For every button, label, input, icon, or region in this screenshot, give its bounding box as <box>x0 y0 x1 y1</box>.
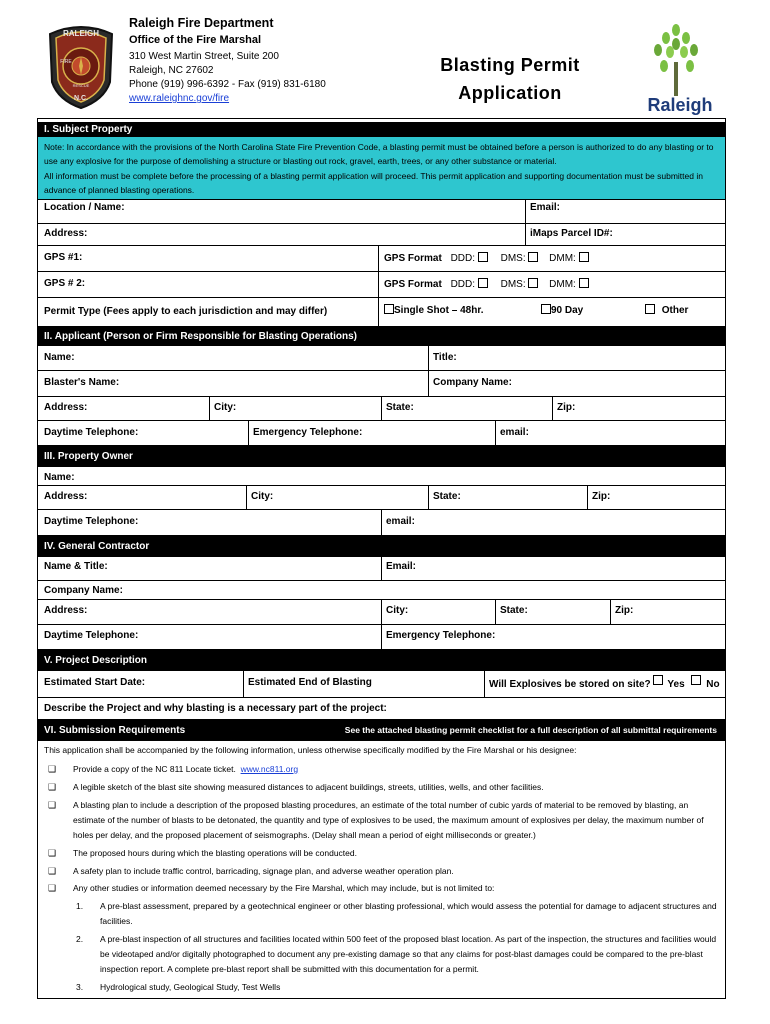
contractor-day-phone-label: Daytime Telephone: <box>44 630 139 641</box>
requirement-6-text: Any other studies or information deemed necessary by the Fire Marshal, which may include, but is not limited to: <box>73 883 495 893</box>
checkbox-bullet-icon: ❑ <box>48 883 57 893</box>
section-6-note: See the attached blasting permit checklist for a full description of all submittal requirements <box>344 725 717 735</box>
section-1-heading: I. Subject Property <box>38 122 725 137</box>
applicant-company-label: Company Name: <box>433 377 512 388</box>
nc811-link[interactable]: www.nc811.org <box>240 764 299 774</box>
requirement-2-text: A legible sketch of the blast site showing measured distances to adjacent buildings, streets, utilities, wells, and other facilities. <box>73 782 544 792</box>
sub-item-2-text: A pre-blast inspection of all structures and facilities located within 500 feet of the proposed blast location. As part of the inspection, the structures and facilities would be videotaped and/or digitally photographed to document any pre-existing damage so that any claims for post-blast damages could be compared to the pre-blast inspection report. A complete pre-blast report shall be submitted with this documentation for a permit. <box>100 934 717 974</box>
contractor-name-title-label: Name & Title: <box>44 561 108 572</box>
gps1-dms-checkbox[interactable] <box>528 252 538 262</box>
single-shot-checkbox[interactable] <box>384 304 394 314</box>
blaster-name-label: Blaster's Name: <box>44 377 120 388</box>
section-4-heading: IV. General Contractor <box>38 535 725 557</box>
address-line-1: 310 West Martin Street, Suite 200 <box>129 51 279 62</box>
other-label: Other <box>661 305 689 316</box>
owner-city-label: City: <box>251 491 274 502</box>
badge-text-top: RALEIGH <box>63 29 99 38</box>
gps-format-label: GPS Format <box>384 253 442 264</box>
checkbox-bullet-icon: ❑ <box>48 848 57 858</box>
raleigh-logo-text: Raleigh <box>647 95 713 115</box>
applicant-name-label: Name: <box>44 352 75 363</box>
badge-text-bottom: N.C. <box>74 95 88 102</box>
checkbox-bullet-icon: ❑ <box>48 866 57 876</box>
requirement-4-text: The proposed hours during which the blasting operations will be conducted. <box>73 848 357 858</box>
dmm-label: DMM: <box>549 279 576 290</box>
contractor-company-label: Company Name: <box>44 585 123 596</box>
owner-day-phone-label: Daytime Telephone: <box>44 516 139 527</box>
applicant-state-label: State: <box>386 402 414 413</box>
start-date-label: Estimated Start Date: <box>44 677 146 688</box>
sub-item-3-number: 3. <box>76 982 84 992</box>
applicant-address-label: Address: <box>44 402 88 413</box>
address-line-2: Raleigh, NC 27602 <box>129 65 214 76</box>
gps1-ddd-checkbox[interactable] <box>478 252 488 262</box>
title-line-1: Blasting Permit <box>440 55 580 75</box>
contractor-state-label: State: <box>500 605 528 616</box>
dmm-label: DMM: <box>549 253 576 264</box>
fire-badge-logo <box>44 20 118 110</box>
phone-fax: Phone (919) 996-6392 - Fax (919) 831-6180 <box>129 79 326 90</box>
permit-90-day[interactable] <box>541 304 583 316</box>
contractor-address-label: Address: <box>44 605 88 616</box>
owner-email-label: email: <box>386 516 415 527</box>
gps2-ddd-checkbox[interactable] <box>478 278 488 288</box>
subject-note-2: All information must be complete before the processing of a blasting permit application will proceed. This permit application and supporting documentation must be submitted in advance of planned blasting operations. <box>44 171 703 195</box>
email-label: Email: <box>530 202 561 213</box>
dept-name: Raleigh Fire Department <box>129 16 274 30</box>
permit-other[interactable] <box>645 304 688 316</box>
contractor-email-label: Email: <box>386 561 417 572</box>
checkbox-bullet-icon: ❑ <box>48 800 57 810</box>
stored-yes-checkbox[interactable] <box>653 675 663 685</box>
permit-type-label: Permit Type (Fees apply to each jurisdiction and may differ) <box>44 306 328 317</box>
sub-item-3-text: Hydrological study, Geological Study, Test Wells <box>100 982 281 992</box>
gps2-format <box>384 278 589 290</box>
applicant-city-label: City: <box>214 402 237 413</box>
applicant-day-phone-label: Daytime Telephone: <box>44 427 139 438</box>
requirements-intro: This application shall be accompanied by the following information, unless otherwise specifically modified by the Fire Marshal or his designee: <box>44 745 577 755</box>
sub-item-1-text: A pre-blast assessment, prepared by a geotechnical engineer or other blasting professional, which would assess the potential for damage to adjacent structures and facilities. <box>100 901 717 926</box>
imaps-parcel-label: iMaps Parcel ID#: <box>530 228 613 239</box>
gps1-label: GPS #1: <box>44 252 83 263</box>
describe-project-label: Describe the Project and why blasting is a necessary part of the project: <box>44 703 387 714</box>
dms-label: DMS: <box>500 253 526 264</box>
other-checkbox[interactable] <box>645 304 655 314</box>
explosives-stored-question <box>489 675 720 690</box>
permit-single-shot[interactable] <box>384 304 483 316</box>
section-6-title: VI. Submission Requirements <box>44 724 186 736</box>
section-2-heading: II. Applicant (Person or Firm Responsible for Blasting Operations) <box>38 326 725 346</box>
applicant-zip-label: Zip: <box>557 402 576 413</box>
section-3-heading: III. Property Owner <box>38 445 725 467</box>
ninety-day-label: 90 Day <box>551 305 584 316</box>
gps2-dms-checkbox[interactable] <box>528 278 538 288</box>
badge-text-fire: FIRE <box>60 59 72 65</box>
sub-item-2-number: 2. <box>76 934 84 944</box>
contractor-zip-label: Zip: <box>615 605 634 616</box>
stored-no-label: No <box>706 679 720 690</box>
end-blasting-label: Estimated End of Blasting <box>248 677 372 688</box>
gps1-dmm-checkbox[interactable] <box>579 252 589 262</box>
office-name: Office of the Fire Marshal <box>129 34 262 46</box>
raleigh-tree-logo <box>644 22 714 98</box>
single-shot-label: Single Shot – 48hr. <box>394 305 484 316</box>
owner-name-label: Name: <box>44 472 75 483</box>
address-label: Address: <box>44 228 88 239</box>
website-link[interactable]: www.raleighnc.gov/fire <box>129 93 230 104</box>
ddd-label: DDD: <box>450 253 476 264</box>
explosives-stored-label: Will Explosives be stored on site? <box>489 679 651 690</box>
dms-label: DMS: <box>500 279 526 290</box>
location-name-label: Location / Name: <box>44 202 125 213</box>
checkbox-bullet-icon: ❑ <box>48 782 57 792</box>
ninety-day-checkbox[interactable] <box>541 304 551 314</box>
owner-address-label: Address: <box>44 491 88 502</box>
owner-zip-label: Zip: <box>592 491 611 502</box>
section-6-heading <box>38 719 725 741</box>
gps1-format <box>384 252 589 264</box>
requirement-3-text: A blasting plan to include a description of the proposed blasting procedures, an estimate of the total number of cubic yards of material to be removed by blasting, an estimate of the number of blasts to be detonated, the quantity and type of explosives to be used, the maximum amount of explosives per delay, the maximum number of holes per delay, and the proposed placement of seismographs. (Delay shall mean a period of eight milliseconds or greater.) <box>73 800 704 840</box>
gps2-label: GPS # 2: <box>44 278 86 289</box>
owner-state-label: State: <box>433 491 461 502</box>
title-line-2: Application <box>458 83 562 103</box>
stored-yes-label: Yes <box>667 679 685 690</box>
requirement-1-text: Provide a copy of the NC 811 Locate ticket. <box>73 764 236 774</box>
stored-no-checkbox[interactable] <box>691 675 701 685</box>
requirement-5-text: A safety plan to include traffic control, barricading, signage plan, and adverse weather operation plan. <box>73 866 454 876</box>
contractor-emergency-phone-label: Emergency Telephone: <box>386 630 496 641</box>
badge-text-rescue: RESCUE <box>72 83 90 88</box>
applicant-emergency-phone-label: Emergency Telephone: <box>253 427 363 438</box>
applicant-email-label: email: <box>500 427 529 438</box>
gps2-dmm-checkbox[interactable] <box>579 278 589 288</box>
applicant-title-label: Title: <box>433 352 457 363</box>
contractor-city-label: City: <box>386 605 409 616</box>
ddd-label: DDD: <box>450 279 476 290</box>
gps-format-label: GPS Format <box>384 279 442 290</box>
sub-item-1-number: 1. <box>76 901 84 911</box>
checkbox-bullet-icon: ❑ <box>48 764 57 774</box>
section-5-heading: V. Project Description <box>38 649 725 671</box>
subject-note-1: Note: In accordance with the provisions of the North Carolina State Fire Prevention Code, a blasting permit must be obtained before a person is authorized to do any blasting or to use any explosive for the purpose of demolishing a structure or blasting out rock, gravel, earth, trees, or any other substance or material. <box>44 142 714 166</box>
